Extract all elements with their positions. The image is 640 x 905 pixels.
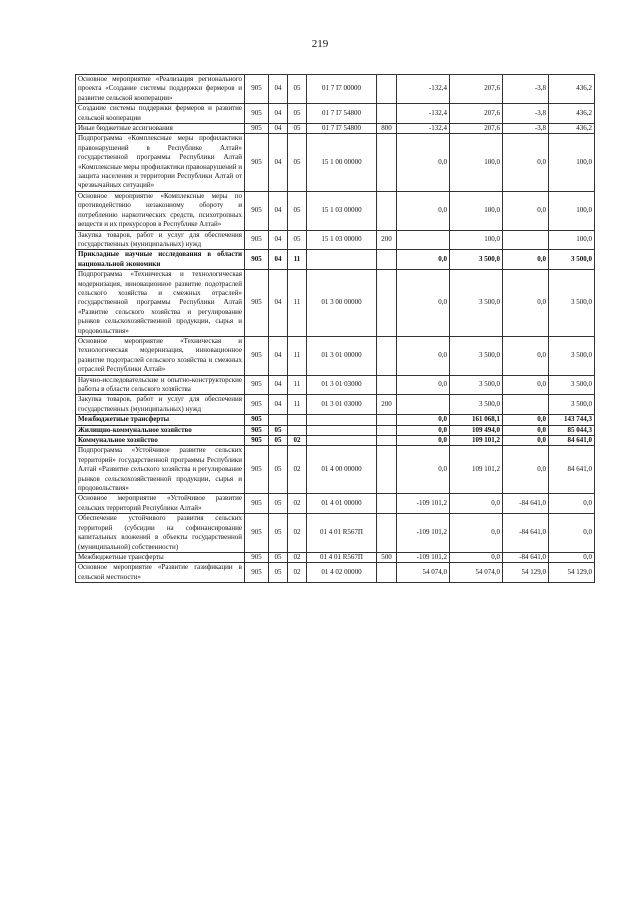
expense-type-cell	[377, 563, 397, 583]
expense-type-cell	[377, 104, 397, 124]
amount-total-year1-cell: 100,0	[450, 230, 503, 250]
table-row	[76, 446, 595, 494]
subsection-code-cell: 02	[288, 446, 307, 494]
amount-total-year1-cell: 109 494,0	[450, 425, 503, 435]
budget-table-body	[76, 75, 595, 583]
amount-total-year1-cell: 161 068,1	[450, 415, 503, 425]
amount-total-year1-cell: 0,0	[450, 494, 503, 514]
expense-type-cell	[377, 336, 397, 375]
grbs-code-cell: 905	[245, 104, 269, 124]
amount-total-year2-cell: 436,2	[549, 104, 595, 124]
section-code-cell: 04	[269, 336, 288, 375]
grbs-code-cell: 905	[245, 375, 269, 395]
section-code-cell: 05	[269, 446, 288, 494]
amount-change-year1-cell: 0,0	[397, 336, 450, 375]
row-name-cell: Подпрограмма «Техническая и технологическая модернизация, инновационное развитие подотраслей сельского хозяйства и смежных отраслей» государственной программы Республики Алтай «Развитие сельского хозяйства и регулирование рынков сельскохозяйственной продукции, сырья и продовольствия»	[76, 270, 245, 337]
row-name-cell: Прикладные научные исследования в области национальной экономики	[76, 250, 245, 270]
table-row	[76, 134, 595, 191]
expense-type-cell	[377, 514, 397, 553]
target-article-cell	[307, 415, 377, 425]
section-code-cell: 05	[269, 552, 288, 562]
amount-change-year1-cell: 0,0	[397, 250, 450, 270]
expense-type-cell	[377, 75, 397, 104]
table-row	[76, 436, 595, 446]
target-article-cell: 15 1 03 00000	[307, 191, 377, 230]
amount-total-year1-cell: 109 101,2	[450, 446, 503, 494]
table-row	[76, 230, 595, 250]
grbs-code-cell: 905	[245, 446, 269, 494]
table-row	[76, 336, 595, 375]
section-code-cell: 05	[269, 494, 288, 514]
table-row	[76, 552, 595, 562]
page-number: 219	[311, 38, 329, 50]
grbs-code-cell: 905	[245, 415, 269, 425]
target-article-cell	[307, 425, 377, 435]
row-name-cell: Научно-исследовательские и опытно-конструкторские работы в области сельского хозяйства	[76, 375, 245, 395]
target-article-cell	[307, 436, 377, 446]
subsection-code-cell: 05	[288, 191, 307, 230]
amount-change-year1-cell: 0,0	[397, 191, 450, 230]
expense-type-cell	[377, 415, 397, 425]
grbs-code-cell: 905	[245, 514, 269, 553]
expense-type-cell: 200	[377, 230, 397, 250]
amount-total-year1-cell: 207,6	[450, 104, 503, 124]
target-article-cell: 01 3 01 03000	[307, 375, 377, 395]
expense-type-cell	[377, 375, 397, 395]
row-name-cell: Коммунальное хозяйство	[76, 436, 245, 446]
row-name-cell: Межбюджетные трансферты	[76, 415, 245, 425]
amount-change-year2-cell	[503, 395, 549, 415]
row-name-cell: Создание системы поддержки фермеров и развитие сельской кооперации	[76, 104, 245, 124]
amount-total-year2-cell: 436,2	[549, 124, 595, 134]
amount-total-year2-cell: 84 641,0	[549, 446, 595, 494]
target-article-cell: 01 7 I7 54800	[307, 104, 377, 124]
subsection-code-cell: 05	[288, 75, 307, 104]
amount-total-year2-cell: 100,0	[549, 191, 595, 230]
amount-change-year1-cell: 54 074,0	[397, 563, 450, 583]
section-code-cell	[269, 415, 288, 425]
expense-type-cell	[377, 134, 397, 191]
amount-total-year2-cell: 3 500,0	[549, 270, 595, 337]
expense-type-cell: 500	[377, 552, 397, 562]
expense-type-cell	[377, 494, 397, 514]
section-code-cell: 04	[269, 250, 288, 270]
amount-total-year1-cell: 207,6	[450, 75, 503, 104]
amount-change-year1-cell: -109 101,2	[397, 552, 450, 562]
target-article-cell	[307, 250, 377, 270]
table-row	[76, 250, 595, 270]
section-code-cell: 05	[269, 563, 288, 583]
section-code-cell: 04	[269, 375, 288, 395]
table-row	[76, 191, 595, 230]
amount-total-year2-cell: 100,0	[549, 134, 595, 191]
row-name-cell: Закупка товаров, работ и услуг для обеспечения государственных (муниципальных) нужд	[76, 230, 245, 250]
amount-total-year2-cell: 143 744,3	[549, 415, 595, 425]
subsection-code-cell: 11	[288, 395, 307, 415]
subsection-code-cell: 11	[288, 375, 307, 395]
expense-type-cell: 800	[377, 124, 397, 134]
amount-total-year2-cell: 0,0	[549, 494, 595, 514]
subsection-code-cell: 02	[288, 436, 307, 446]
subsection-code-cell: 02	[288, 563, 307, 583]
expense-type-cell	[377, 191, 397, 230]
amount-total-year2-cell: 3 500,0	[549, 395, 595, 415]
row-name-cell: Подпрограмма «Устойчивое развитие сельских территорий» государственной программы Республики Алтай «Развитие сельского хозяйства и регулирование рынков сельскохозяйственной продукции, сырья и продовольствия»	[76, 446, 245, 494]
amount-change-year1-cell: -132,4	[397, 104, 450, 124]
amount-change-year2-cell: -3,8	[503, 75, 549, 104]
amount-change-year2-cell: 54 129,0	[503, 563, 549, 583]
target-article-cell: 01 4 00 00000	[307, 446, 377, 494]
grbs-code-cell: 905	[245, 270, 269, 337]
target-article-cell: 15 1 00 00000	[307, 134, 377, 191]
amount-total-year2-cell: 84 641,0	[549, 436, 595, 446]
amount-total-year1-cell: 3 500,0	[450, 395, 503, 415]
amount-total-year1-cell: 100,0	[450, 134, 503, 191]
amount-change-year2-cell: 0,0	[503, 425, 549, 435]
subsection-code-cell: 05	[288, 230, 307, 250]
row-name-cell: Обеспечение устойчивого развития сельских территорий (субсидии на софинансирование капитальных вложений в объекты государственной (муниципальной) собственности)	[76, 514, 245, 553]
target-article-cell: 01 7 I7 00000	[307, 75, 377, 104]
table-row	[76, 75, 595, 104]
grbs-code-cell: 905	[245, 395, 269, 415]
table-row	[76, 514, 595, 553]
table-row	[76, 425, 595, 435]
grbs-code-cell: 905	[245, 75, 269, 104]
section-code-cell: 04	[269, 134, 288, 191]
row-name-cell: Подпрограмма «Комплексные меры профилактики правонарушений в Республике Алтай» государственной программы Республики Алтай «Комплексные меры профилактики правонарушений и защита населения и территории Республики Алтай от чрезвычайных ситуаций»	[76, 134, 245, 191]
table-row	[76, 395, 595, 415]
subsection-code-cell: 11	[288, 250, 307, 270]
expense-type-cell	[377, 436, 397, 446]
amount-change-year2-cell: 0,0	[503, 191, 549, 230]
expense-type-cell: 200	[377, 395, 397, 415]
grbs-code-cell: 905	[245, 425, 269, 435]
amount-change-year1-cell: -109 101,2	[397, 494, 450, 514]
budget-table	[75, 74, 595, 583]
amount-total-year2-cell: 0,0	[549, 552, 595, 562]
amount-change-year2-cell	[503, 230, 549, 250]
target-article-cell: 01 3 01 00000	[307, 336, 377, 375]
section-code-cell: 04	[269, 191, 288, 230]
section-code-cell: 04	[269, 270, 288, 337]
row-name-cell: Закупка товаров, работ и услуг для обеспечения государственных (муниципальных) нужд	[76, 395, 245, 415]
amount-change-year2-cell: 0,0	[503, 270, 549, 337]
subsection-code-cell	[288, 415, 307, 425]
target-article-cell: 01 4 01 R567П	[307, 514, 377, 553]
subsection-code-cell: 05	[288, 104, 307, 124]
grbs-code-cell: 905	[245, 250, 269, 270]
amount-change-year2-cell: -3,8	[503, 104, 549, 124]
grbs-code-cell: 905	[245, 436, 269, 446]
table-row	[76, 270, 595, 337]
amount-total-year1-cell: 3 500,0	[450, 336, 503, 375]
amount-total-year1-cell: 3 500,0	[450, 375, 503, 395]
amount-change-year1-cell: -132,4	[397, 124, 450, 134]
amount-change-year2-cell: 0,0	[503, 446, 549, 494]
amount-change-year1-cell: 0,0	[397, 425, 450, 435]
target-article-cell: 01 4 02 00000	[307, 563, 377, 583]
target-article-cell: 01 4 01 R567П	[307, 552, 377, 562]
table-row	[76, 494, 595, 514]
section-code-cell: 04	[269, 75, 288, 104]
subsection-code-cell: 11	[288, 336, 307, 375]
amount-change-year1-cell: 0,0	[397, 415, 450, 425]
target-article-cell: 01 3 00 00000	[307, 270, 377, 337]
amount-change-year2-cell: 0,0	[503, 134, 549, 191]
section-code-cell: 05	[269, 514, 288, 553]
row-name-cell: Иные бюджетные ассигнования	[76, 124, 245, 134]
grbs-code-cell: 905	[245, 494, 269, 514]
section-code-cell: 04	[269, 104, 288, 124]
amount-change-year2-cell: -84 641,0	[503, 494, 549, 514]
subsection-code-cell: 02	[288, 514, 307, 553]
table-row	[76, 563, 595, 583]
amount-total-year1-cell: 3 500,0	[450, 250, 503, 270]
section-code-cell: 04	[269, 124, 288, 134]
row-name-cell: Основное мероприятие «Развитие газификации в сельской местности»	[76, 563, 245, 583]
grbs-code-cell: 905	[245, 124, 269, 134]
subsection-code-cell: 02	[288, 552, 307, 562]
amount-total-year2-cell: 54 129,0	[549, 563, 595, 583]
row-name-cell: Основное мероприятие «Устойчивое развитие сельских территорий Республики Алтай»	[76, 494, 245, 514]
amount-total-year2-cell: 3 500,0	[549, 336, 595, 375]
target-article-cell: 01 7 I7 54800	[307, 124, 377, 134]
amount-total-year1-cell: 109 101,2	[450, 436, 503, 446]
amount-change-year2-cell: -84 641,0	[503, 552, 549, 562]
amount-change-year1-cell	[397, 395, 450, 415]
section-code-cell: 04	[269, 395, 288, 415]
subsection-code-cell: 11	[288, 270, 307, 337]
grbs-code-cell: 905	[245, 552, 269, 562]
grbs-code-cell: 905	[245, 563, 269, 583]
amount-total-year2-cell: 85 044,3	[549, 425, 595, 435]
table-row	[76, 104, 595, 124]
amount-change-year1-cell: 0,0	[397, 446, 450, 494]
amount-change-year1-cell	[397, 230, 450, 250]
amount-total-year2-cell: 100,0	[549, 230, 595, 250]
amount-change-year2-cell: 0,0	[503, 336, 549, 375]
amount-change-year1-cell: 0,0	[397, 134, 450, 191]
amount-change-year2-cell: 0,0	[503, 436, 549, 446]
section-code-cell: 04	[269, 230, 288, 250]
amount-change-year2-cell: 0,0	[503, 250, 549, 270]
amount-total-year1-cell: 207,6	[450, 124, 503, 134]
amount-change-year1-cell: -132,4	[397, 75, 450, 104]
amount-total-year2-cell: 3 500,0	[549, 250, 595, 270]
section-code-cell: 05	[269, 425, 288, 435]
subsection-code-cell: 05	[288, 124, 307, 134]
section-code-cell: 05	[269, 436, 288, 446]
subsection-code-cell: 05	[288, 134, 307, 191]
table-row	[76, 124, 595, 134]
expense-type-cell	[377, 446, 397, 494]
amount-total-year1-cell: 0,0	[450, 552, 503, 562]
amount-change-year1-cell: -109 101,2	[397, 514, 450, 553]
table-row	[76, 375, 595, 395]
amount-total-year2-cell: 0,0	[549, 514, 595, 553]
amount-change-year1-cell: 0,0	[397, 270, 450, 337]
target-article-cell: 01 3 01 03000	[307, 395, 377, 415]
row-name-cell: Межбюджетные трансферты	[76, 552, 245, 562]
subsection-code-cell: 02	[288, 494, 307, 514]
grbs-code-cell: 905	[245, 191, 269, 230]
row-name-cell: Основное мероприятие «Техническая и технологическая модернизация, инновационное развитие подотраслей сельского хозяйства и смежных отраслей Республики Алтай»	[76, 336, 245, 375]
target-article-cell: 15 1 03 00000	[307, 230, 377, 250]
amount-change-year2-cell: -84 641,0	[503, 514, 549, 553]
grbs-code-cell: 905	[245, 134, 269, 191]
row-name-cell: Жилищно-коммунальное хозяйство	[76, 425, 245, 435]
amount-total-year2-cell: 3 500,0	[549, 375, 595, 395]
amount-total-year1-cell: 54 074,0	[450, 563, 503, 583]
expense-type-cell	[377, 250, 397, 270]
grbs-code-cell: 905	[245, 336, 269, 375]
row-name-cell: Основное мероприятие «Комплексные меры по противодействию незаконному обороту и потреблению наркотических средств, психотропных веществ и их прекурсоров в Республике Алтай»	[76, 191, 245, 230]
expense-type-cell	[377, 270, 397, 337]
target-article-cell: 01 4 01 00000	[307, 494, 377, 514]
amount-total-year1-cell: 0,0	[450, 514, 503, 553]
row-name-cell: Основное мероприятие «Реализация регионального проекта «Создание системы поддержки фермеров и развитие сельской кооперации»	[76, 75, 245, 104]
expense-type-cell	[377, 425, 397, 435]
subsection-code-cell	[288, 425, 307, 435]
amount-change-year2-cell: 0,0	[503, 375, 549, 395]
amount-change-year2-cell: -3,8	[503, 124, 549, 134]
grbs-code-cell: 905	[245, 230, 269, 250]
amount-total-year1-cell: 100,0	[450, 191, 503, 230]
amount-change-year1-cell: 0,0	[397, 375, 450, 395]
amount-change-year2-cell: 0,0	[503, 415, 549, 425]
table-row	[76, 415, 595, 425]
amount-total-year2-cell: 436,2	[549, 75, 595, 104]
amount-change-year1-cell: 0,0	[397, 436, 450, 446]
amount-total-year1-cell: 3 500,0	[450, 270, 503, 337]
